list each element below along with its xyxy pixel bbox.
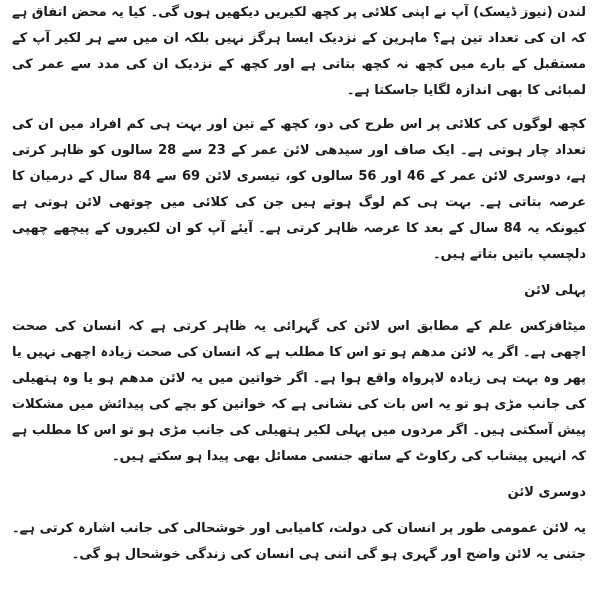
paragraph-spacer xyxy=(12,506,586,516)
first-line-heading: پہلی لائن xyxy=(524,283,586,298)
second-line-heading: دوسری لائن xyxy=(507,485,586,500)
article-body xyxy=(12,0,586,568)
intro-paragraph: لندن (نیوز ڈیسک) آپ نے اپنی کلائی پر کچھ لکیریں دیکھیں ہوں گی۔ کیا یہ محض اتفاق ہے کہ ان کی تعداد تین ہے؟ ماہرین کے نزدیک ایسا ہرگز نہیں بلکہ ان میں سے ہر لکیر آپ کے مستقبل کے بارے میں کچھ نہ کچھ بتاتی ہے اور کچھ کے نزدیک ان کی مدد سے عمر کی لمبائی کا بھی اندازہ لگایا جاسکتا ہے۔ xyxy=(12,5,586,98)
paragraph-spacer xyxy=(12,268,586,278)
wrist-lines-paragraph: کچھ لوگوں کی کلائی پر اس طرح کی دو، کچھ کے تین اور بہت ہی کم افراد میں ان کی تعداد چار ہوتی ہے۔ ایک صاف اور سیدھی لائن عمر کے 23 سے 28 سالوں کو ظاہر کرتی ہے، دوسری لائن عمر کے 46 اور 56 سالوں کو، تیسری لائن 69 سے 84 سال کے درمیان کا عرصہ بتاتی ہے۔ بہت ہی کم لوگ ہوتے ہیں جن کی کلائی میں چوتھی لائن ہوتی ہے کیونکہ یہ 84 سال کے بعد کا عرصہ ظاہر کرتی ہے۔ آیئے آپ کو ان لکیروں کے پیچھے چھپی دلچسپ باتیں بتاتے ہیں۔ xyxy=(12,117,587,262)
second-line-paragraph: یہ لائن عمومی طور پر انسان کی دولت، کامیابی اور خوشحالی کی جانب اشارہ کرتی ہے۔ جتنی یہ لائن واضح اور گہری ہو گی اتنی ہی انسان کی زندگی خوشحال ہو گی۔ xyxy=(12,521,586,562)
paragraph-spacer xyxy=(12,304,586,314)
paragraph-spacer xyxy=(12,104,586,112)
first-line-paragraph: میٹافزکس علم کے مطابق اس لائن کی گہرائی یہ ظاہر کرتی ہے کہ انسان کی صحت اچھی ہے۔ اگر یہ لائن مدھم ہو تو اس کا مطلب ہے کہ انسان کی صحت زیادہ اچھی نہیں یا پھر وہ بہت ہی زیادہ لاپرواہ واقع ہوا ہے۔ اگر خواتین میں یہ لائن مدھم ہو یا وہ ہتھیلی کی جانب مڑی ہو تو یہ اس بات کی نشانی ہے کہ خواتین کو بچے کی پیدائش میں مشکلات پیش آسکتی ہیں۔ اگر مردوں میں پہلی لکیر ہتھیلی کی جانب مڑی ہو تو اس کا مطلب ہے کہ انہیں پیشاب کی رکاوٹ کے ساتھ جنسی مسائل بھی پیدا ہو سکتے ہیں۔ xyxy=(12,319,586,464)
paragraph-spacer xyxy=(12,470,586,480)
